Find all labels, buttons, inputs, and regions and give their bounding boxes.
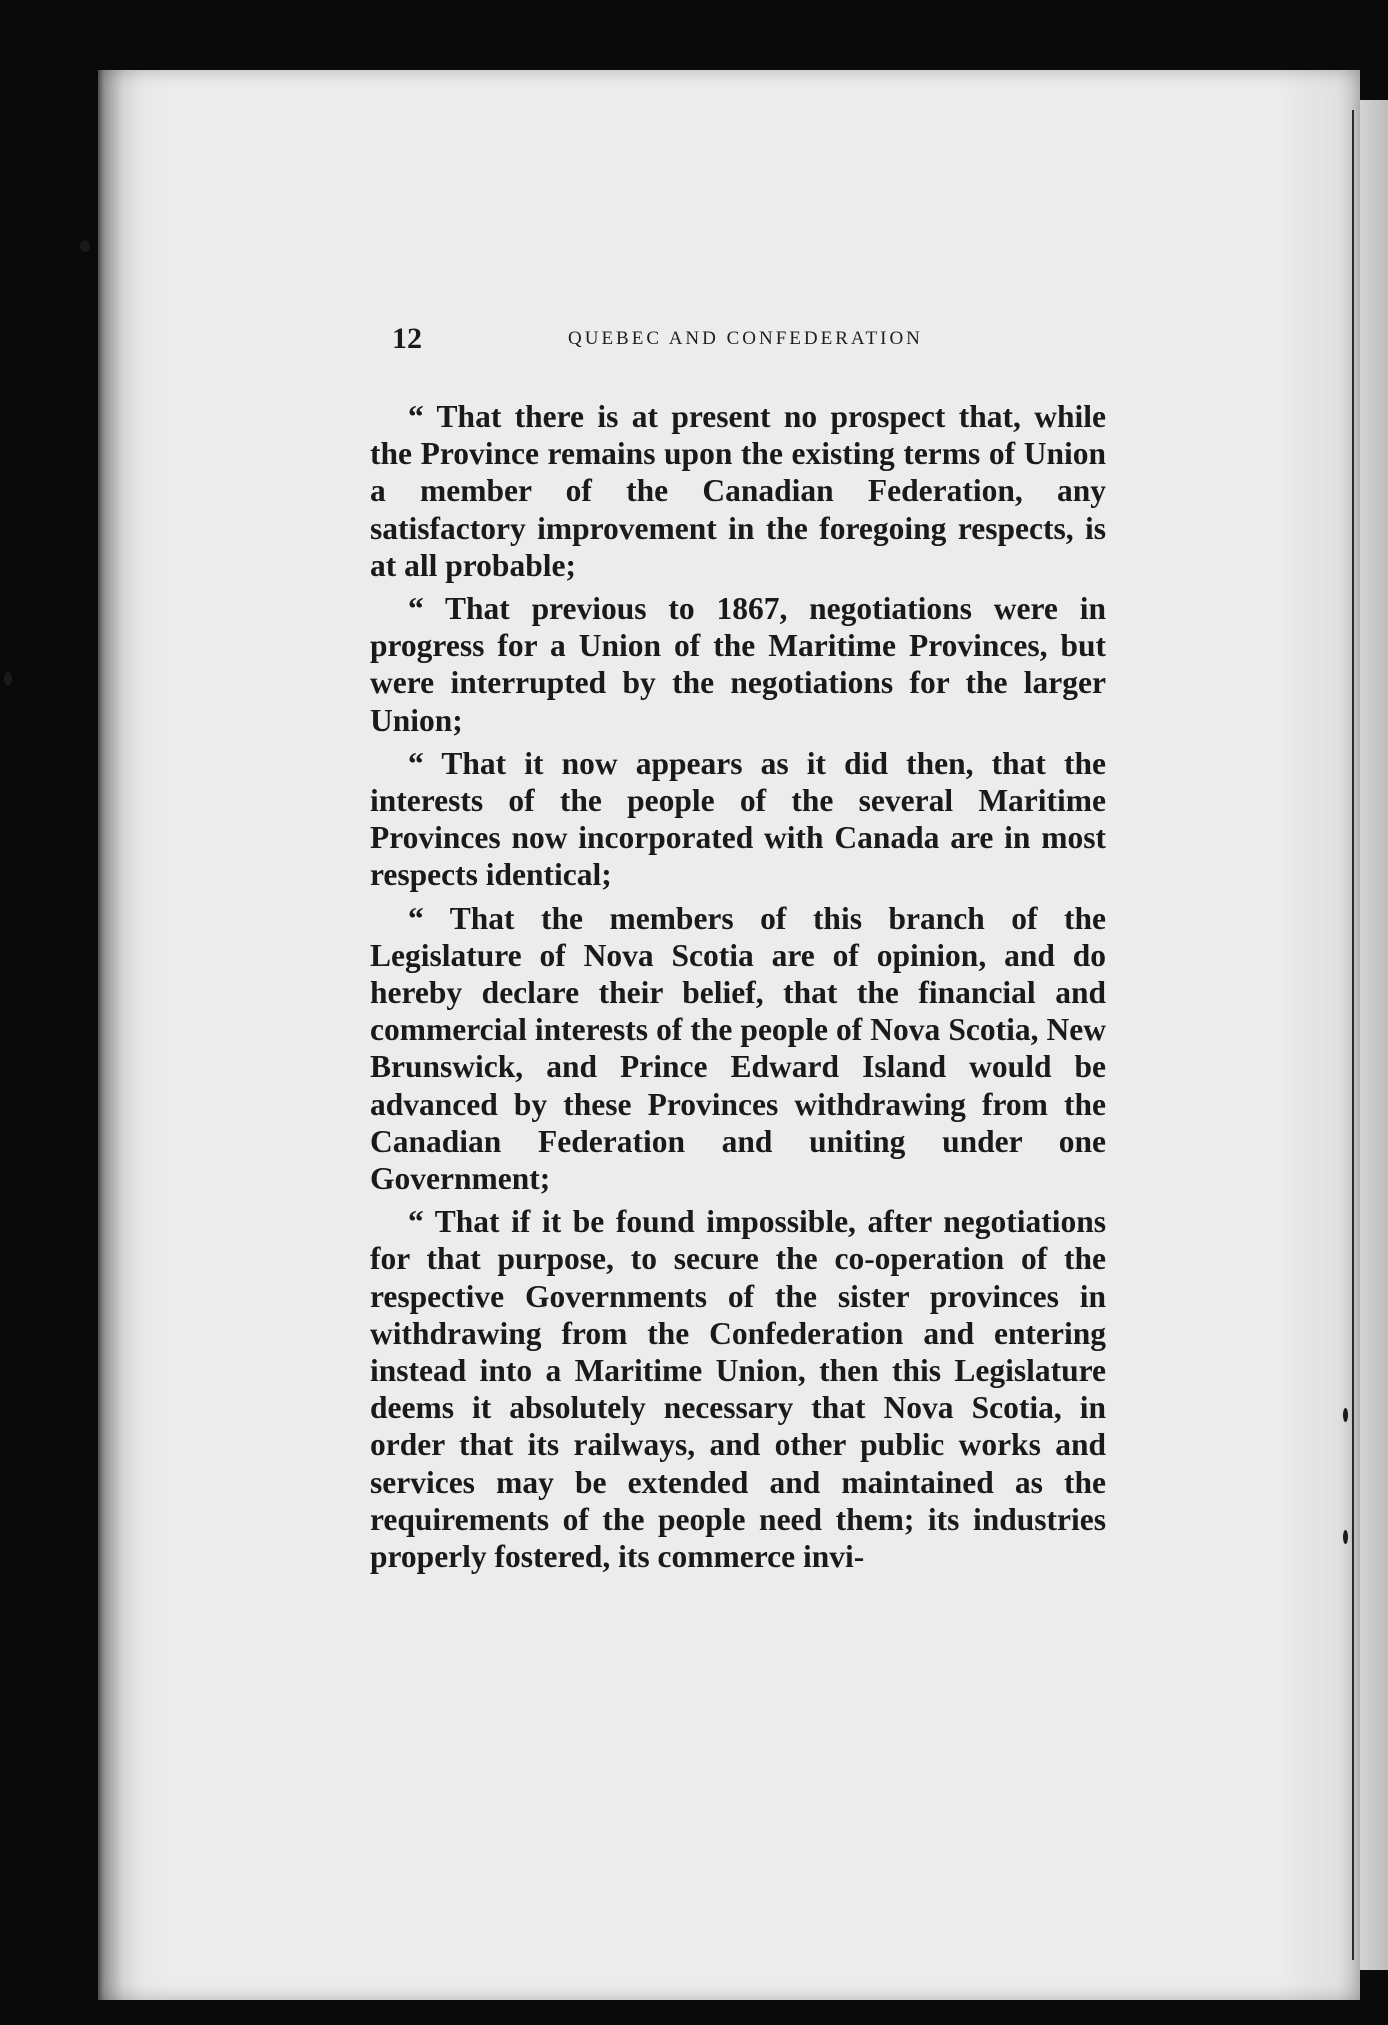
edge-speck: [1343, 1530, 1348, 1544]
running-head: QUEBEC AND CONFEDERATION: [568, 328, 923, 349]
page-header: [392, 322, 1112, 362]
paragraph: “ That if it be found impossible, after negotiations for that purpose, to secure the co-operation of the respective Governments of the sister provinces in withdrawing from the Confederation and entering instead into a Maritime Union, then this Legislature deems it absolutely necessary that Nova Scotia, in order that its railways, and other public works and services may be extended and maintained as the requirements of the people need them; its industries properly fostered, its commerce invi-: [370, 1204, 1106, 1575]
page-fold-line: [1352, 110, 1354, 1960]
paragraph: “ That the members of this branch of the Legislature of Nova Scotia are of opinion, and do hereby declare their belief, that the financial and commercial interests of the people of Nova Scotia, New Brunswick, and Prince Edward Island would be advanced by these Provinces withdrawing from the Canadian Federation and uniting under one Government;: [370, 900, 1106, 1197]
page-number: 12: [392, 322, 422, 355]
edge-speck: [4, 672, 12, 686]
paragraph: “ That there is at present no prospect that, while the Province remains upon the existing terms of Union a member of the Canadian Federation, any satisfactory improvement in the foregoing respects, is at all probable;: [370, 399, 1106, 583]
edge-speck: [1343, 1408, 1348, 1422]
edge-speck: [80, 240, 90, 252]
paragraph: “ That previous to 1867, negotiations were in progress for a Union of the Maritime Provinces, but were interrupted by the negotiations for the larger Union;: [370, 591, 1106, 738]
body-text: [370, 398, 1106, 1581]
paragraph: “ That it now appears as it did then, that the interests of the people of the several Maritime Provinces now incorporated with Canada are in most respects identical;: [370, 745, 1106, 893]
